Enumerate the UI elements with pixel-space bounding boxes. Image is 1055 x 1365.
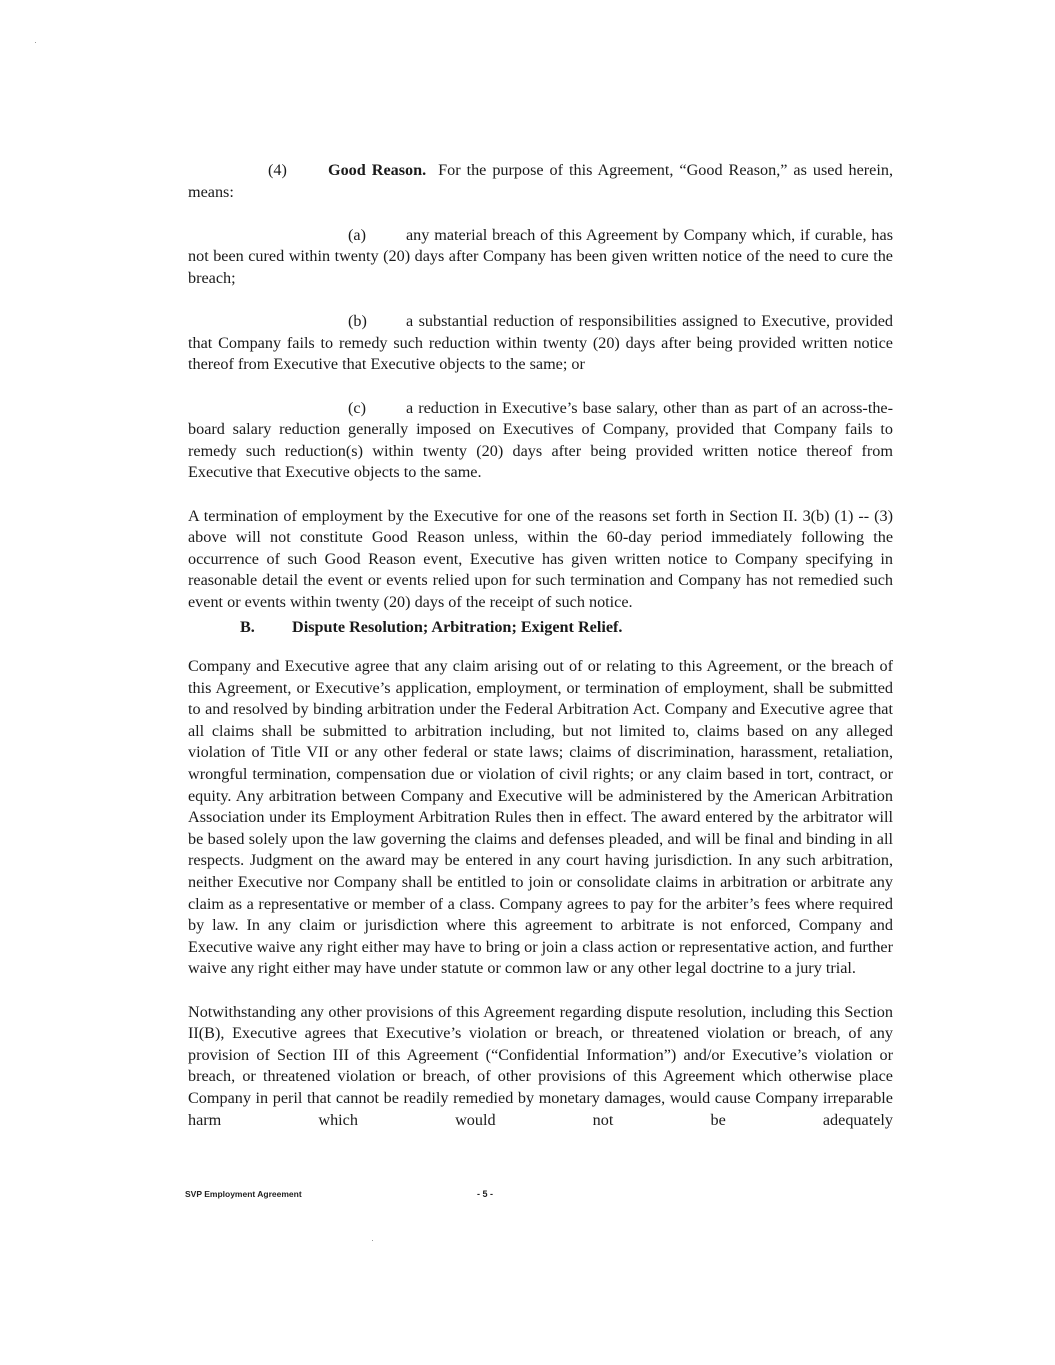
item-text: a substantial reduction of responsibilities assigned to Executive, provided that Company fails to remedy such reduction within twenty (20) days after being provided written notice thereof from Executive that Executive objects to the same; or bbox=[188, 312, 893, 374]
item-label: (b) bbox=[348, 312, 367, 331]
scan-artifact bbox=[372, 1240, 373, 1241]
footer-document-title: SVP Employment Agreement bbox=[185, 1189, 302, 1199]
page-footer bbox=[185, 1189, 885, 1199]
list-item-c bbox=[188, 398, 893, 484]
section-intro-text: For the purpose of this Agreement, “Good Reason,” as used herein, means: bbox=[188, 161, 893, 201]
good-reason-intro bbox=[188, 160, 893, 203]
item-text: a reduction in Executive’s base salary, other than as part of an across-the-board salary reduction generally imposed on Executives of Company, provided that Company fails to remedy such reduction(s) within twenty (20) days after being provided written notice thereof from Executive that Executive objects to the same. bbox=[188, 398, 893, 482]
list-item-b bbox=[188, 311, 893, 376]
item-label: (c) bbox=[348, 398, 366, 417]
scan-artifact bbox=[35, 42, 36, 43]
section-b-letter: B. bbox=[240, 618, 255, 637]
arbitration-paragraph: Company and Executive agree that any claim arising out of or relating to this Agreement, or the breach of this Agreement, or Executive’s application, employment, or termination of employment, shall be submitted to and resolved by binding arbitration under the Federal Arbitration Act. Company and Executive agree that all claims shall be submitted to arbitration including, but not limited to, claims based on any alleged violation of Title VII or any other federal or state laws; claims of discrimination, harassment, retaliation, wrongful termination, compensation due or violation of civil rights; or any claim based in tort, contract, or equity. Any arbitration between Company and Executive will be administered by the American Arbitration Association under its Employment Arbitration Rules then in effect. The award entered by the arbitrator will be based solely upon the law governing the claims and defenses pleaded, and will be final and binding in all respects. Judgment on the award may be entered in any court having jurisdiction. In any such arbitration, neither Executive nor Company shall be entitled to join or consolidate claims in arbitration or arbitrate any claim as a representative or member of a class. Company agrees to pay for the arbiter’s fees where required by law. In any claim or jurisdiction where this agreement to arbitrate is not enforced, Company and Executive waive any right either may have to bring or join a class action or representative action, and further waive any right either may have under statute or common law or any other legal doctrine to a jury trial. bbox=[188, 657, 893, 978]
section-title: Good Reason. bbox=[328, 161, 427, 179]
document-page bbox=[188, 160, 893, 1131]
termination-paragraph: A termination of employment by the Executive for one of the reasons set forth in Section II. 3(b) (1) -- (3) above will not constitute Good Reason unless, within the 60-day period immediately following the occurrence of such Good Reason event, Executive has given written notice to Company specifying in reasonable detail the event or events relied upon for such termination and Company has not remedied such event or events within twenty (20) days of the receipt of such notice. bbox=[188, 506, 893, 611]
section-number: (4) bbox=[268, 161, 287, 179]
footer-page-number: - 5 - bbox=[477, 1189, 494, 1199]
list-item-a bbox=[188, 225, 893, 290]
section-b-title: Dispute Resolution; Arbitration; Exigent Relief. bbox=[292, 618, 623, 637]
item-label: (a) bbox=[348, 225, 366, 244]
section-b-heading bbox=[240, 617, 893, 639]
notwithstanding-paragraph: Notwithstanding any other provisions of this Agreement regarding dispute resolution, including this Section II(B), Executive agrees that Executive’s violation or breach, or threatened violation or breach, of any provision of Section III of this Agreement (“Confidential Information”) and/or Executive’s violation or breach, or threatened violation or breach, of other provisions of this Agreement which otherwise place Company in peril that cannot be readily remedied by monetary damages, would cause Company irreparable harm which would not be adequately bbox=[188, 1002, 893, 1129]
item-text: any material breach of this Agreement by Company which, if curable, has not been cured within twenty (20) days after Company has been given written notice of the need to cure the breach; bbox=[188, 225, 893, 287]
